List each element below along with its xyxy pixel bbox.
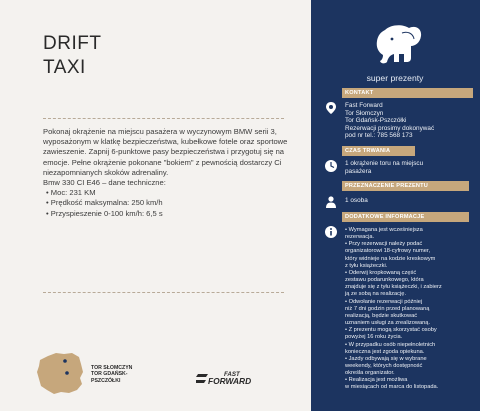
car-heading: Bmw 330 CI E46 – dane techniczne: xyxy=(43,178,166,188)
info-line: • Oderwij kropkowaną część xyxy=(345,269,417,276)
duration-line: 1 okrążenie toru na miejscu xyxy=(345,160,424,167)
contact-line: Fast Forward xyxy=(345,102,383,109)
info-line: ją ze sobą na realizację. xyxy=(345,291,407,298)
spec-item: • Moc: 231 KM xyxy=(46,188,293,198)
contact-line: Tor Słomczyn xyxy=(345,109,384,117)
info-line: określa organizator. xyxy=(345,370,395,377)
description xyxy=(43,127,293,219)
title-line-2: TAXI xyxy=(43,57,86,78)
section-label: PRZEZNACZENIE PREZENTU xyxy=(342,181,469,191)
top-divider xyxy=(43,118,284,119)
info-line: • Z prezentu mogą skorzystać osoby xyxy=(345,327,437,334)
info-line: uznaniem usługi za zrealizowaną. xyxy=(345,320,431,327)
section-label: CZAS TRWANIA xyxy=(342,146,415,156)
section-dodatkowe xyxy=(324,212,474,402)
info-line: który widnieje na kodzie kreskowym xyxy=(345,255,436,262)
spec-item: • Przyspieszenie 0-100 km/h: 6,5 s xyxy=(46,209,293,219)
location-line: PSZCZÓŁKI xyxy=(91,377,121,384)
info-line: zestawu podarunkowego, która xyxy=(345,277,424,284)
page-title xyxy=(43,32,101,80)
person-icon xyxy=(324,194,338,208)
elephant-logo-icon xyxy=(369,22,425,70)
info-line: z tyłu książeczki. xyxy=(345,262,388,269)
section-body xyxy=(345,197,368,205)
info-line: znajduje się z tyłu książeczki, i zabierz xyxy=(345,284,442,291)
brand-name: super prezenty xyxy=(366,73,424,83)
spec-item: • Prędkość maksymalna: 250 km/h xyxy=(46,198,293,208)
description-paragraph: Pokonaj okrążenie na miejscu pasażera w wyczynowym BMW serii 3, wyposażonym w klatkę bezpieczeństwa, kubełkowe fotele oraz sportowe zawieszenie. Zapnij 6-punktowe pasy bezpieczeństwa i przygotuj się na emocje. Pełne okrążenie pokonane "bokiem" z pewnością dostarczy Ci niezapomnianych skoków adrenaliny. xyxy=(43,127,288,177)
info-line: rezerwacja. xyxy=(345,234,375,241)
bottom-divider xyxy=(43,292,284,293)
info-line: organizatorowi 18-cyfrowy numer, xyxy=(345,248,431,255)
location-line: TOR SŁOMCZYN xyxy=(91,365,133,371)
section-body xyxy=(345,160,423,175)
info-line: • W przypadku osób niepełnoletnich xyxy=(345,341,436,348)
info-line: konieczna jest zgoda opiekuna. xyxy=(345,348,425,355)
info-line: • Realizacja jest możliwa xyxy=(345,377,408,384)
info-line: • Wymagana jest wcześniejsza xyxy=(345,227,423,233)
info-line: realizacją, będzie skutkować xyxy=(345,312,418,319)
contact-line: Tor Gdańsk-Pszczółki xyxy=(345,117,407,125)
clock-icon xyxy=(324,158,338,172)
info-line: powyżej 16 roku życia. xyxy=(345,334,403,341)
info-line: • Jazdy odbywają się w wybrane xyxy=(345,355,427,362)
contact-line: pod nr tel.: 785 568 173 xyxy=(345,132,413,140)
section-label: DODATKOWE INFORMACJE xyxy=(342,212,469,222)
section-body xyxy=(345,227,473,392)
duration-line: pasażera xyxy=(345,167,372,175)
spec-list xyxy=(43,188,293,219)
title-line-1: DRIFT xyxy=(43,33,102,54)
location-line: TOR GDAŃSK- xyxy=(91,371,128,378)
info-line: niż 7 dni godzin przed planowaną xyxy=(345,305,430,312)
logo-word-fast: FAST xyxy=(224,371,240,378)
info-icon xyxy=(324,224,338,238)
poland-map-icon xyxy=(34,350,86,396)
logo-word-forward: FORWARD xyxy=(208,376,252,386)
location-info-icon xyxy=(324,100,338,114)
section-label: KONTAKT xyxy=(342,88,473,98)
location-label xyxy=(91,365,132,384)
info-line: • Odwołanie rezerwacji później xyxy=(345,298,423,305)
fast-forward-logo xyxy=(196,367,276,389)
section-body xyxy=(345,102,434,140)
recipient-line: 1 osoba xyxy=(345,197,368,204)
contact-line: Rezerwacji prosimy dokonywać xyxy=(345,124,435,132)
info-line: • Przy rezerwacji należy podać xyxy=(345,241,423,248)
info-line: weekendy, których dostępność xyxy=(345,362,423,369)
info-line: w miesiącach od marca do listopada. xyxy=(345,384,439,391)
